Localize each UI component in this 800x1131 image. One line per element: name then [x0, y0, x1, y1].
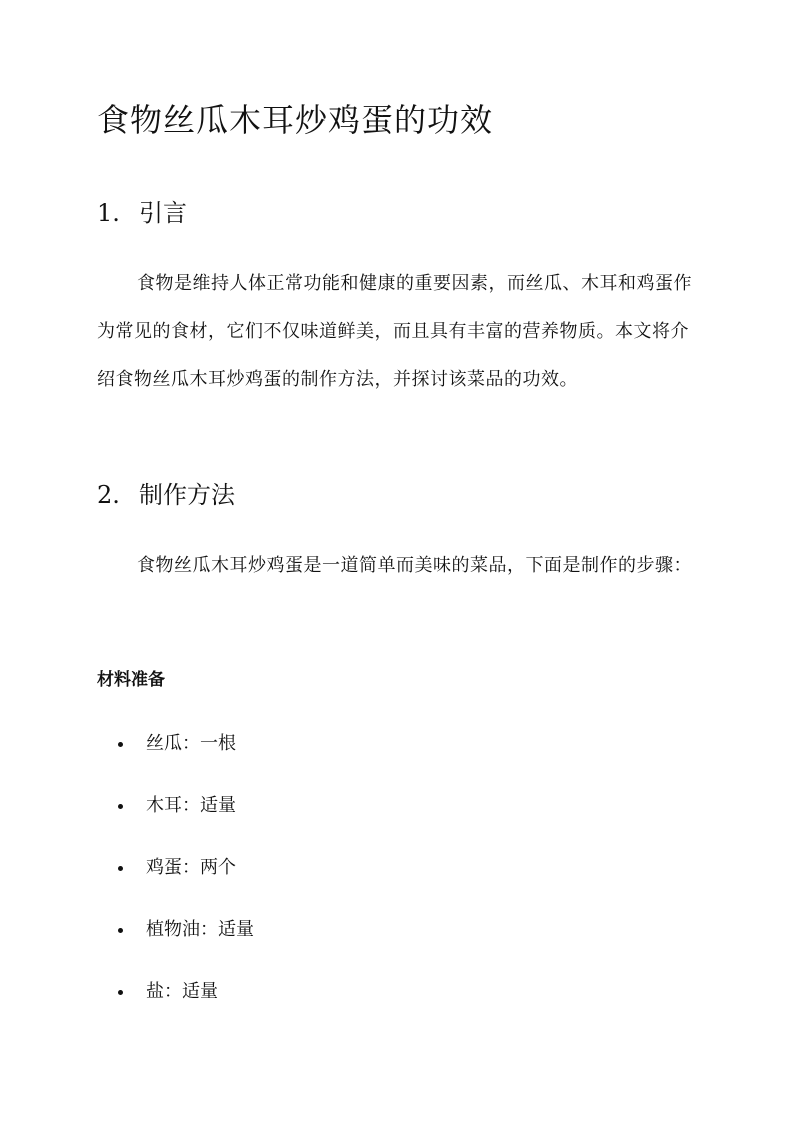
list-item — [118, 790, 254, 852]
list-item — [118, 852, 254, 914]
ingredients-subheading: 材料准备 — [97, 670, 165, 690]
ingredient-text: 丝瓜：一根 — [146, 733, 236, 754]
bullet-icon — [118, 928, 123, 933]
ingredient-text: 盐：适量 — [146, 981, 218, 1002]
ingredients-list — [118, 728, 254, 1038]
list-item — [118, 914, 254, 976]
section-number: 1. — [97, 199, 120, 227]
method-paragraph: 食物丝瓜木耳炒鸡蛋是一道简单而美味的菜品，下面是制作的步骤： — [137, 555, 692, 576]
introduction-paragraph: 食物是维持人体正常功能和健康的重要因素，而丝瓜、木耳和鸡蛋作为常见的食材，它们不仅味道鲜美，而且具有丰富的营养物质。本文将介绍食物丝瓜木耳炒鸡蛋的制作方法，并探讨该菜品的功效。 — [97, 273, 692, 390]
document-title: 食物丝瓜木耳炒鸡蛋的功效 — [97, 101, 494, 139]
list-item — [118, 728, 254, 790]
section-number: 2. — [97, 481, 120, 509]
ingredient-text: 鸡蛋：两个 — [146, 857, 236, 878]
section-title: 制作方法 — [139, 481, 235, 509]
section-title: 引言 — [139, 199, 187, 227]
bullet-icon — [118, 866, 123, 871]
bullet-icon — [118, 804, 123, 809]
bullet-icon — [118, 742, 123, 747]
section-heading-method — [97, 478, 235, 512]
bullet-icon — [118, 990, 123, 995]
section-heading-introduction — [97, 196, 187, 230]
ingredient-text: 植物油：适量 — [146, 919, 254, 940]
ingredient-text: 木耳：适量 — [146, 795, 236, 816]
list-item — [118, 976, 254, 1038]
